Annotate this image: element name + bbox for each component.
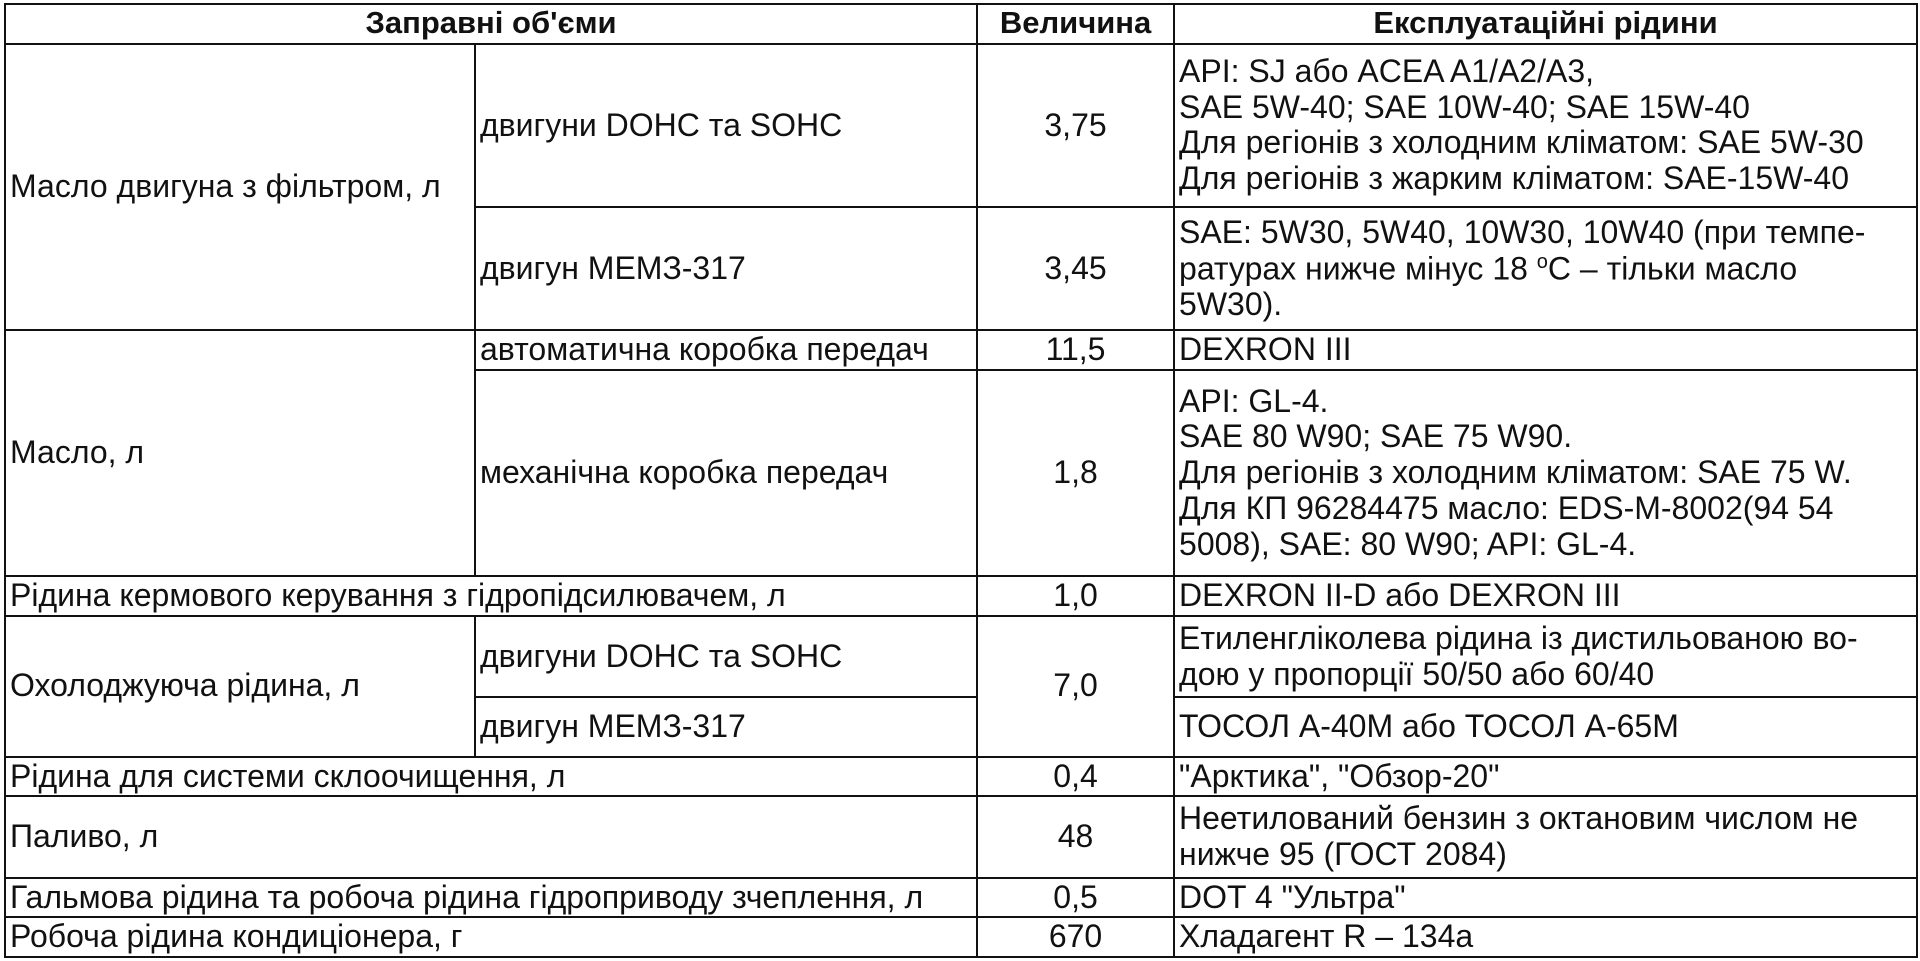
table-row [5, 757, 1917, 797]
row-fluid: Неетилований бензин з октановим числом не нижче 95 (ГОСТ 2084) [1174, 796, 1917, 877]
row-subitem: автоматична коробка передач [475, 330, 977, 370]
row-subitem: двигуни DOHC та SOHC [475, 616, 977, 697]
fluid-text-part: SAE: 5W30, 5W40, 10W30, 10W40 (при темпе- ратурах нижче мінус 18 [1179, 213, 1866, 287]
row-value: 11,5 [977, 330, 1174, 370]
row-subitem: двигуни DOHC та SOHC [475, 44, 977, 208]
row-item: Гальмова рідина та робоча рідина гідроприводу зчеплення, л [5, 878, 977, 918]
row-item: Рідина для системи склоочищення, л [5, 757, 977, 797]
table-row [5, 796, 1917, 877]
row-fluid: ТОСОЛ А-40М або ТОСОЛ А-65М [1174, 697, 1917, 756]
row-value: 1,8 [977, 370, 1174, 576]
table-row [5, 576, 1917, 616]
row-subitem: механічна коробка передач [475, 370, 977, 576]
row-value: 3,45 [977, 207, 1174, 330]
row-value: 3,75 [977, 44, 1174, 208]
row-fluid: "Арктика", "Обзор-20" [1174, 757, 1917, 797]
row-fluid: DOT 4 "Ультра" [1174, 878, 1917, 918]
row-subitem: двигун МЕМЗ-317 [475, 207, 977, 330]
row-item: Масло двигуна з фільтром, л [5, 44, 475, 331]
degree-superscript: o [1536, 250, 1548, 273]
fluid-text-part: C – тільки масло 5W30). [1179, 250, 1798, 323]
row-fluid: DEXRON II-D або DEXRON III [1174, 576, 1917, 616]
header-capacities: Заправні об'єми [5, 4, 977, 44]
table-row [5, 616, 1917, 697]
row-fluid: DEXRON III [1174, 330, 1917, 370]
table-header-row [5, 4, 1917, 44]
row-value: 48 [977, 796, 1174, 877]
table-row [5, 44, 1917, 208]
row-value: 1,0 [977, 576, 1174, 616]
row-value: 0,4 [977, 757, 1174, 797]
table-row [5, 917, 1917, 957]
table-row [5, 878, 1917, 918]
row-fluid: API: GL-4. SAE 80 W90; SAE 75 W90. Для регіонів з холодним кліматом: SAE 75 W. Для КП 96284475 масло: EDS-M-8002(94 54 5008), SAE: 80 W90; API: GL-4. [1174, 370, 1917, 576]
row-item: Робоча рідина кондиціонера, г [5, 917, 977, 957]
row-item: Паливо, л [5, 796, 977, 877]
row-fluid [1174, 207, 1917, 330]
row-item: Охолоджуюча рідина, л [5, 616, 475, 757]
header-value: Величина [977, 4, 1174, 44]
row-value: 0,5 [977, 878, 1174, 918]
table-row [5, 330, 1917, 370]
row-fluid: Хладагент R – 134а [1174, 917, 1917, 957]
fluids-capacity-table [4, 3, 1918, 958]
row-fluid: API: SJ або ACEA A1/A2/A3, SAE 5W-40; SAE 10W-40; SAE 15W-40 Для регіонів з холодним кліматом: SAE 5W-30 Для регіонів з жарким кліматом: SAE-15W-40 [1174, 44, 1917, 208]
row-subitem: двигун МЕМЗ-317 [475, 697, 977, 756]
row-value: 7,0 [977, 616, 1174, 757]
row-value: 670 [977, 917, 1174, 957]
row-item: Рідина кермового керування з гідропідсилювачем, л [5, 576, 977, 616]
row-fluid: Етиленгліколева рідина із дистильованою во- дою у пропорції 50/50 або 60/40 [1174, 616, 1917, 697]
row-item: Масло, л [5, 330, 475, 576]
header-fluids: Експлуатаційні рідини [1174, 4, 1917, 44]
